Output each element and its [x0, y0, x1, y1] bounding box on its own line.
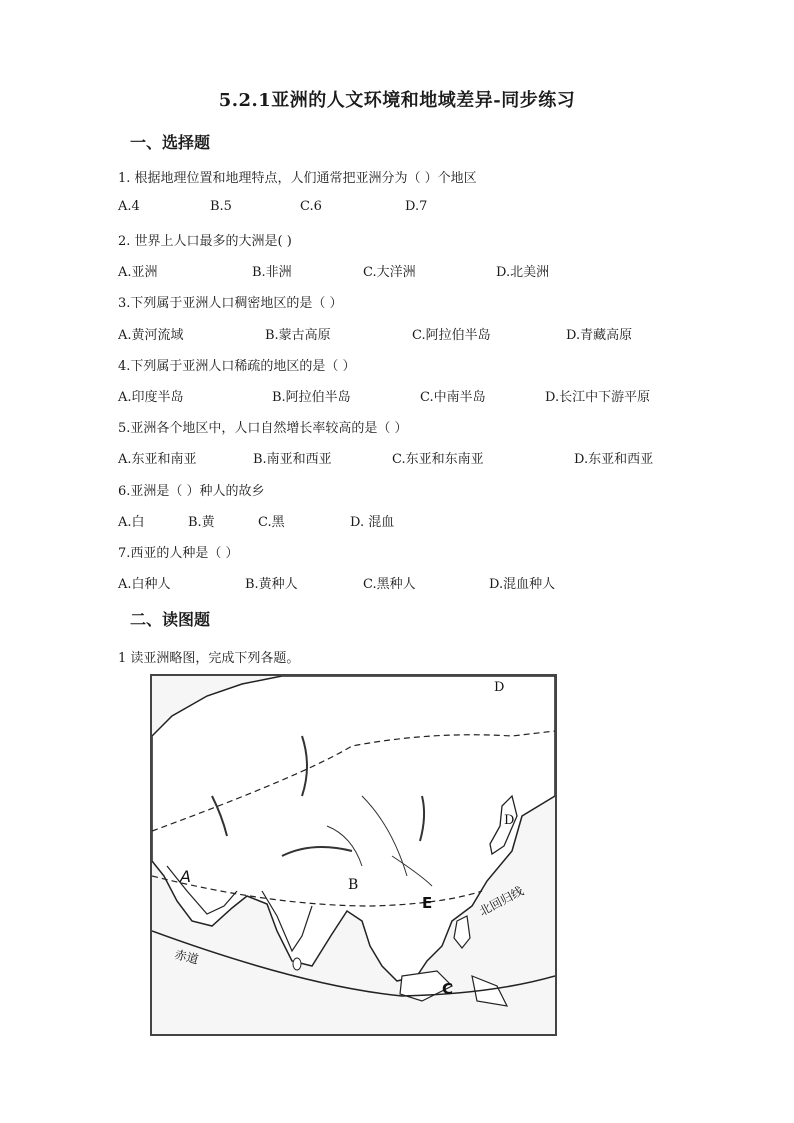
q5-option-a: A.东亚和南亚	[118, 452, 197, 467]
label-e: E	[422, 894, 433, 912]
q2-option-c: C.大洋洲	[363, 265, 416, 280]
q4-option-b: B.阿拉伯半岛	[272, 390, 351, 405]
q4-option-a: A.印度半岛	[118, 390, 184, 405]
question-7: 7.西亚的人种是（ ）	[118, 546, 239, 561]
q6-option-c: C.黑	[258, 515, 285, 530]
q7-option-a: A.白种人	[118, 577, 171, 592]
label-b: B	[348, 877, 359, 893]
q4-option-c: C.中南半岛	[420, 390, 486, 405]
q1-option-c: C.6	[300, 199, 322, 214]
q1-option-a: A.4	[118, 199, 140, 214]
section-heading-map: 二、读图题	[130, 610, 211, 629]
q7-option-c: C.黑种人	[363, 577, 416, 592]
q4-option-d: D.长江中下游平原	[545, 390, 651, 405]
q5-option-b: B.南亚和西亚	[253, 452, 332, 467]
q3-option-c: C.阿拉伯半岛	[412, 328, 491, 343]
q3-option-b: B.蒙古高原	[265, 328, 331, 343]
map-question: 1 读亚洲略图，完成下列各题。	[118, 651, 300, 666]
q7-option-b: B.黄种人	[245, 577, 298, 592]
q1-option-d: D.7	[405, 199, 428, 214]
q7-option-d: D.混血种人	[489, 577, 556, 592]
label-d: D	[504, 813, 515, 828]
question-6: 6.亚洲是（ ）种人的故乡	[118, 484, 265, 499]
philippines	[454, 916, 470, 948]
question-5: 5.亚洲各个地区中，人口自然增长率较高的是（ ）	[118, 421, 408, 436]
question-4: 4.下列属于亚洲人口稀疏的地区的是（ ）	[118, 359, 356, 374]
tropic-label: 北回归线	[476, 883, 526, 919]
q5-option-d: D.东亚和西亚	[574, 452, 654, 467]
label-d-top: D	[494, 680, 505, 695]
page-title: 5.2.1亚洲的人文环境和地域差异-同步练习	[218, 90, 576, 111]
q2-option-b: B.非洲	[252, 265, 292, 280]
q3-option-d: D.青藏高原	[566, 328, 633, 343]
q5-option-c: C.东亚和东南亚	[392, 452, 484, 467]
q6-option-d: D. 混血	[350, 515, 395, 530]
q2-option-d: D.北美洲	[496, 265, 550, 280]
label-a: A	[180, 867, 191, 886]
q2-option-a: A.亚洲	[118, 265, 158, 280]
question-3: 3.下列属于亚洲人口稠密地区的是（ ）	[118, 296, 343, 311]
q1-option-b: B.5	[210, 199, 232, 214]
q3-option-a: A.黄河流域	[118, 328, 184, 343]
section-heading-choice: 一、选择题	[130, 133, 211, 152]
question-1: 1. 根据地理位置和地理特点，人们通常把亚洲分为（ ）个地区	[118, 171, 477, 186]
asia-landmass	[152, 676, 555, 981]
asia-map	[150, 674, 557, 1036]
q6-option-b: B.黄	[188, 515, 215, 530]
q6-option-a: A.白	[118, 515, 145, 530]
label-c: C	[442, 980, 454, 998]
question-2: 2. 世界上人口最多的大洲是( )	[118, 234, 292, 249]
equator-label: 赤道	[173, 947, 200, 967]
